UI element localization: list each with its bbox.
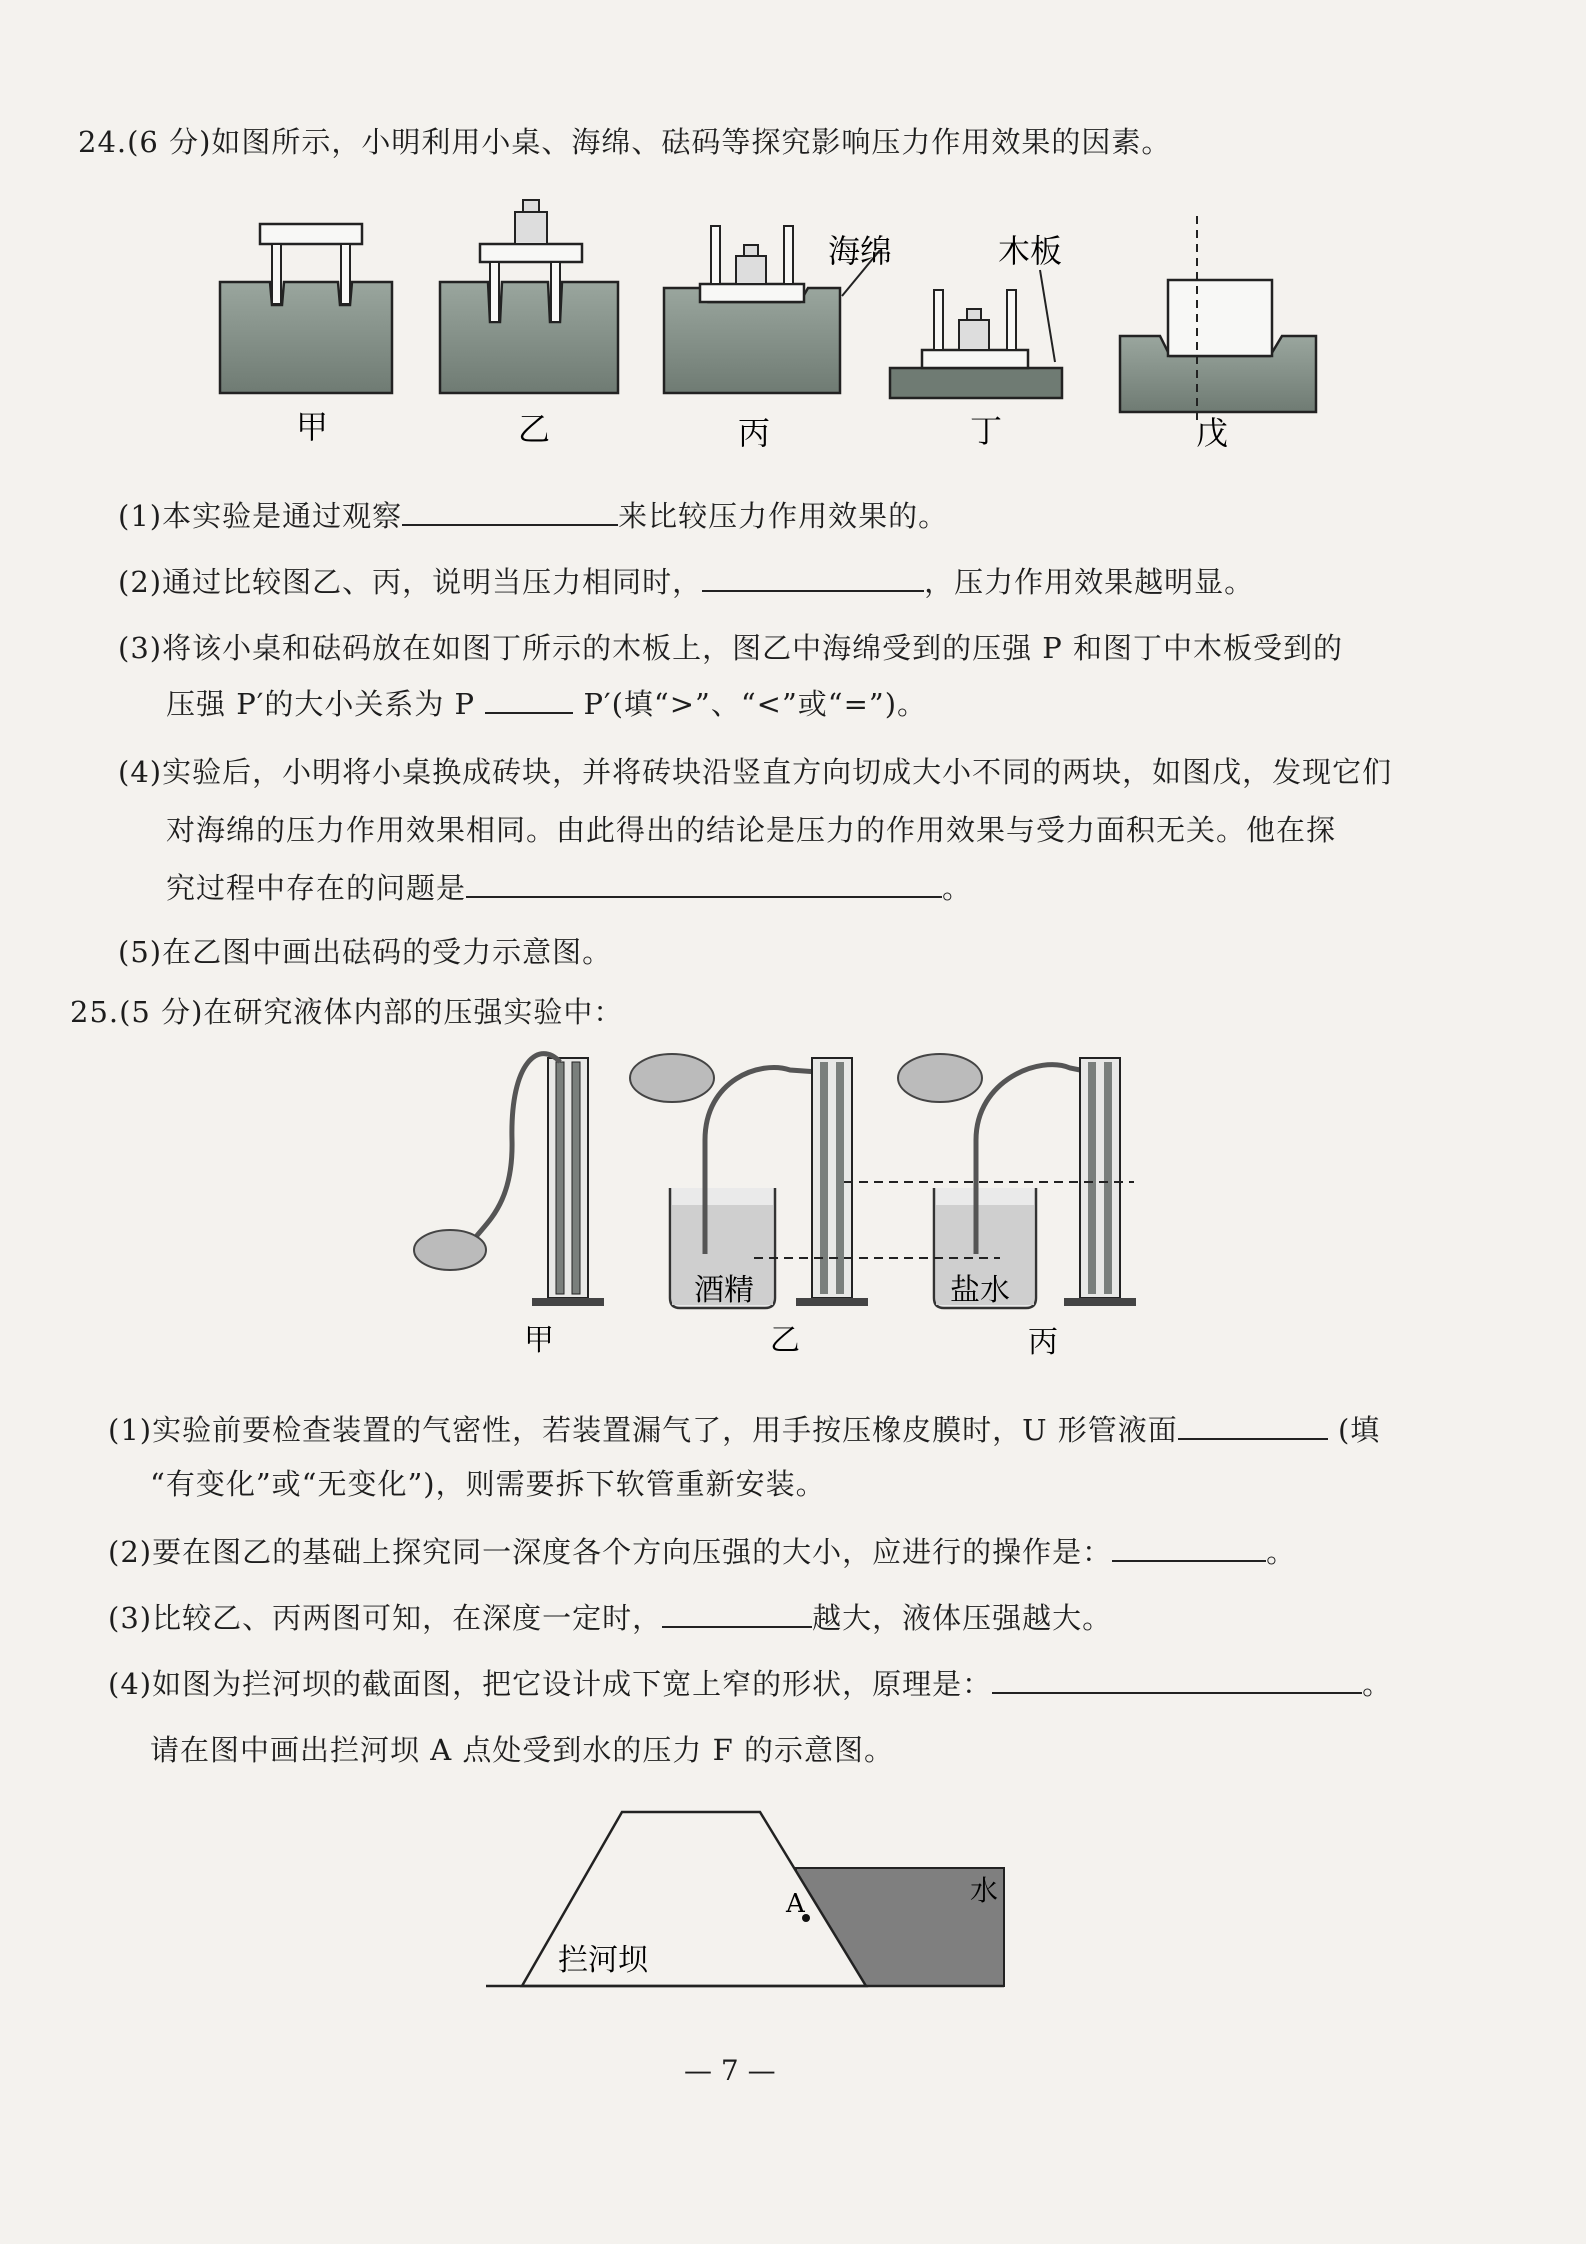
q25-part3: (3)比较乙、丙两图可知，在深度一定时， 越大，液体压强越大。 bbox=[108, 1601, 1113, 1635]
answer-blank[interactable] bbox=[1112, 1534, 1266, 1562]
label-board: 木板 bbox=[998, 232, 1063, 270]
water-label: 水 bbox=[970, 1874, 999, 1907]
label-alcohol: 酒精 bbox=[694, 1273, 754, 1308]
fig-label-jia: 甲 bbox=[296, 408, 329, 446]
q25-header: 25.(5 分)在研究液体内部的压强实验中： bbox=[70, 995, 624, 1029]
answer-blank[interactable] bbox=[992, 1666, 1362, 1694]
page-number: — 7 — bbox=[684, 2054, 776, 2087]
answer-blank[interactable] bbox=[702, 564, 924, 592]
q24-part2: (2)通过比较图乙、丙，说明当压力相同时， ，压力作用效果越明显。 bbox=[118, 565, 1255, 599]
fig-label-bing: 丙 bbox=[738, 414, 771, 452]
answer-blank[interactable] bbox=[402, 498, 618, 526]
fig-jia-manometer bbox=[414, 1054, 604, 1306]
answer-blank[interactable] bbox=[485, 686, 573, 714]
q24-part1: (1)本实验是通过观察 来比较压力作用效果的。 bbox=[118, 499, 949, 533]
answer-blank[interactable] bbox=[662, 1600, 812, 1628]
q24-part4-line1: (4)实验后，小明将小桌换成砖块，并将砖块沿竖直方向切成大小不同的两块，如图戊，发现它们 bbox=[118, 755, 1393, 789]
answer-blank[interactable] bbox=[466, 870, 942, 898]
answer-blank[interactable] bbox=[1178, 1412, 1328, 1440]
q25-part4-line2: 请在图中画出拦河坝 A 点处受到水的压力 F 的示意图。 bbox=[150, 1733, 894, 1767]
q25-figure bbox=[0, 1040, 1586, 1370]
q25-part1-line2: “有变化”或“无变化”)，则需要拆下软管重新安装。 bbox=[150, 1467, 826, 1501]
fig-label-wu: 戊 bbox=[1196, 414, 1229, 452]
fig-ding-inverted-table-on-board bbox=[890, 270, 1062, 398]
q24-figure bbox=[0, 0, 1586, 470]
point-a-label: A bbox=[786, 1889, 805, 1919]
fig-jia-table-on-sponge bbox=[220, 224, 392, 393]
q24-header: 24.(6 分)如图所示，小明利用小桌、海绵、砝码等探究影响压力作用效果的因素。 bbox=[78, 125, 1172, 159]
dam-figure bbox=[0, 1790, 1586, 2010]
q24-part3-line1: (3)将该小桌和砝码放在如图丁所示的木板上，图乙中海绵受到的压强 P 和图丁中木板受到的 bbox=[118, 631, 1344, 665]
q25-part4: (4)如图为拦河坝的截面图，把它设计成下宽上窄的形状，原理是： 。 bbox=[108, 1667, 1393, 1701]
fig-label-yi: 乙 bbox=[518, 410, 551, 448]
q24-part5: (5)在乙图中画出砝码的受力示意图。 bbox=[118, 935, 613, 969]
q25-part1-line1: (1)实验前要检查装置的气密性，若装置漏气了，用手按压橡皮膜时，U 形管液面 (填 bbox=[108, 1413, 1381, 1447]
dam-label: 拦河坝 bbox=[558, 1943, 648, 1978]
label-brine: 盐水 bbox=[950, 1273, 1010, 1308]
fig-label-ding: 丁 bbox=[970, 412, 1003, 450]
fig-yi-alcohol-beaker bbox=[630, 1054, 868, 1308]
q24-part4-line2: 对海绵的压力作用效果相同。由此得出的结论是压力的作用效果与受力面积无关。他在探 bbox=[166, 813, 1337, 847]
fig-wu-cut-brick-on-sponge bbox=[1120, 216, 1316, 420]
q25-part2: (2)要在图乙的基础上探究同一深度各个方向压强的大小，应进行的操作是： 。 bbox=[108, 1535, 1297, 1569]
fig-yi-table-weight-on-sponge bbox=[440, 200, 618, 393]
label-sponge: 海绵 bbox=[828, 232, 893, 270]
fig25-label-yi: 乙 bbox=[770, 1323, 800, 1358]
fig25-label-bing: 丙 bbox=[1028, 1325, 1058, 1360]
q24-part4-line3: 究过程中存在的问题是 。 bbox=[166, 871, 973, 905]
q24-part3-line2: 压强 P′的大小关系为 P P′(填“>”、“<”或“=”)。 bbox=[166, 687, 928, 721]
fig25-label-jia: 甲 bbox=[524, 1323, 554, 1358]
